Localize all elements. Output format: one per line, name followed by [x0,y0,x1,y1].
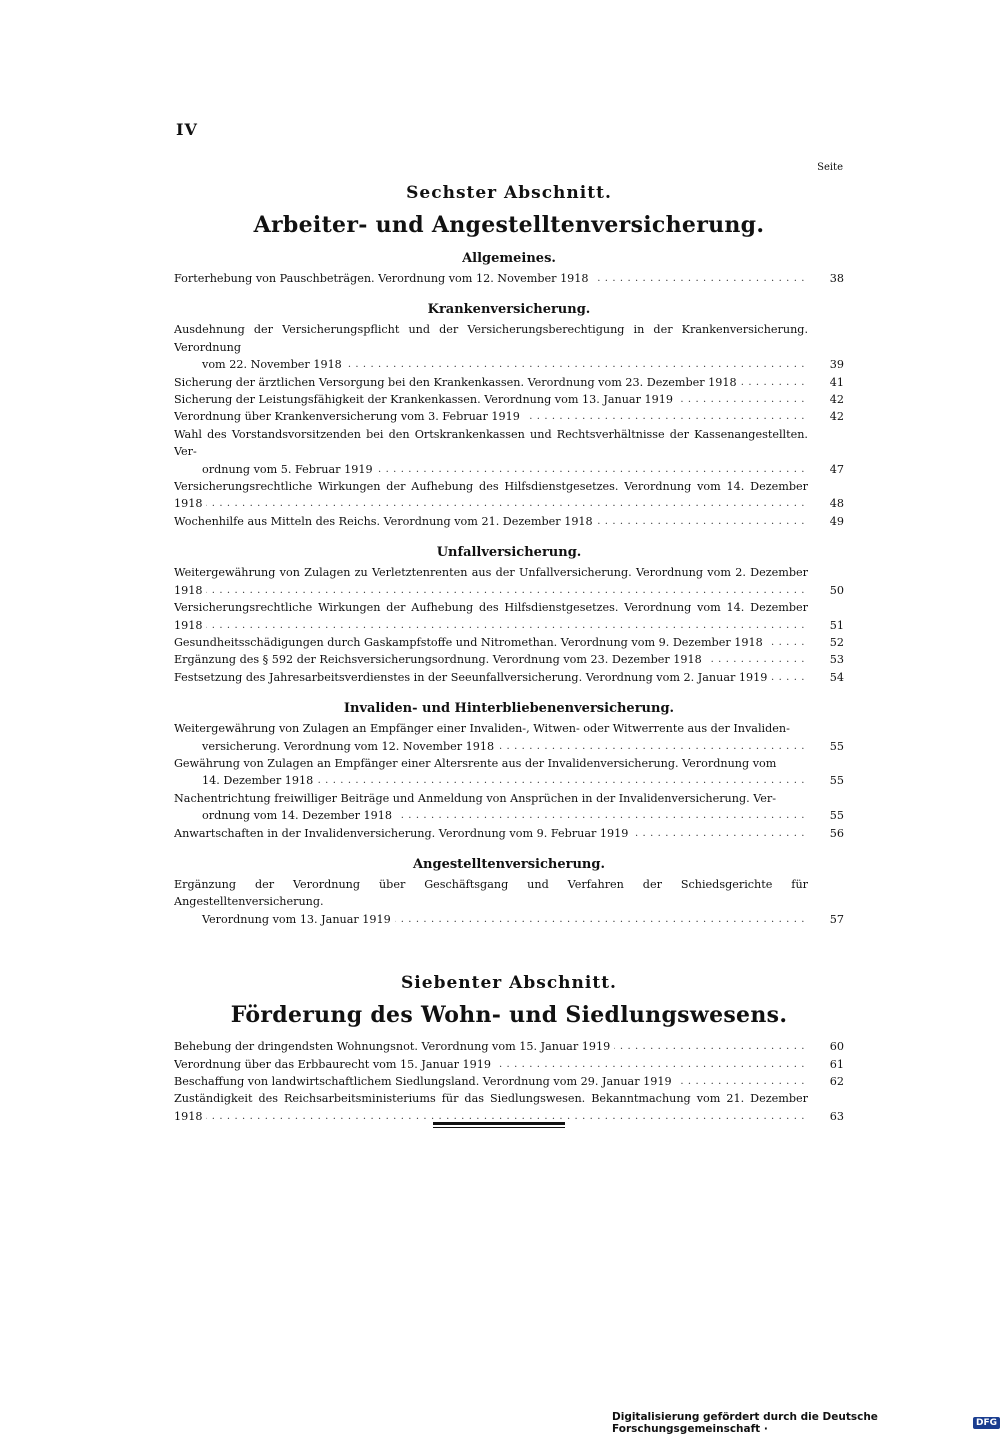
toc-entry-line: Anwartschaften in der Invalidenversicherung. Verordnung vom 9. Februar 1919 [174,827,632,840]
entry-list [174,321,844,530]
toc-entry [174,408,844,425]
toc-entry-page: 54 [808,669,844,686]
toc-entry-line: Sicherung der ärztlichen Versorgung bei den Krankenkassen. Verordnung vom 23. Dezember 1918 [174,376,741,389]
toc-entry-line: Beschaffung von landwirtschaftlichem Siedlungsland. Verordnung vom 29. Januar 1919 [174,1075,676,1088]
toc-entry-line: Verordnung über Krankenversicherung vom 3. Februar 1919 [174,410,524,423]
footer-text: Digitalisierung gefördert durch die Deutsche Forschungsgemeinschaft · [612,1411,878,1435]
toc-entry [174,634,844,651]
toc-entry-page: 55 [808,772,844,789]
toc-entry-page: 55 [808,738,844,755]
toc-entry-page: 38 [808,270,844,287]
toc-entry [174,270,844,287]
toc-entry [174,876,844,928]
toc-entry-page: 57 [808,911,844,928]
closing-rule [433,1122,565,1128]
toc-entry [174,513,844,530]
toc-entry-line: Zuständigkeit des Reichsarbeitsministeriums für das Siedlungswesen. Bekanntmachung vom 21. Dezember 1918 [174,1092,808,1123]
toc-entry [174,478,844,513]
toc-entry [174,374,844,391]
toc-entry-page: 47 [808,461,844,478]
toc-entry-line: Versicherungsrechtliche Wirkungen der Aufhebung des Hilfsdienstgesetzes. Verordnung vom 14. Dezember 1918 [174,601,808,632]
toc-entry-page: 42 [808,408,844,425]
toc-entry-text [174,374,808,391]
toc-entry-page: 41 [808,374,844,391]
toc-entry-page: 61 [808,1056,844,1073]
section-title: Förderung des Wohn- und Siedlungswesens. [230,1002,788,1029]
toc-entry-page: 60 [808,1038,844,1055]
toc-entry [174,564,844,599]
toc-entry-page: 48 [808,495,844,512]
toc-entry-page: 52 [808,634,844,651]
toc-entry-text [174,1038,808,1055]
toc-entry-page: 42 [808,391,844,408]
entry-list [174,720,844,842]
entry-list [174,270,844,287]
toc-entry-text [174,634,808,651]
column-label-seite: Seite [817,162,843,173]
toc-entry-text [174,408,808,425]
toc-entry-line: Weitergewährung von Zulagen an Empfänger einer Invaliden-, Witwen- oder Witwerrente aus der Invaliden- [174,722,794,735]
toc-entry-line: Gewährung von Zulagen an Empfänger einer Altersrente aus der Invalidenversicherung. Verordnung vom [174,757,780,770]
toc-entry-line: Wahl des Vorstandsvorsitzenden bei den Ortskrankenkassen und Rechtsverhältnisse der Kassenangestellten. Ver- [174,427,808,459]
toc-entry [174,790,844,825]
toc-entry-line: Versicherungsrechtliche Wirkungen der Aufhebung des Hilfsdienstgesetzes. Verordnung vom 14. Dezember 1918 [174,480,808,511]
toc-entry [174,321,844,373]
toc-entry-text [174,825,808,842]
toc-entry-continuation: versicherung. Verordnung vom 12. November 1918 [174,738,498,755]
toc-entry-continuation: vom 22. November 1918 [174,356,346,373]
toc-entry-line: Weitergewährung von Zulagen zu Verletztenrenten aus der Unfallversicherung. Verordnung vom 2. Dezember 1918 [174,566,808,597]
section-title: Arbeiter- und Angestelltenversicherung. [253,212,765,238]
toc-entry-page: 63 [808,1108,844,1125]
toc-entry-text [174,651,808,668]
toc-entry-text [174,755,808,790]
toc-entry-page: 53 [808,651,844,668]
subsection-heading: Allgemeines. [462,251,556,266]
section-kicker: Siebenter Abschnitt. [401,973,617,994]
section-gap [174,940,844,970]
toc-entry-text [174,513,808,530]
toc-entry-line: Ausdehnung der Versicherungspflicht und der Versicherungsberechtigung in der Krankenversicherung. Verordnung [174,323,808,354]
subsection-heading: Krankenversicherung. [427,302,591,318]
toc-entry-text [174,321,808,373]
toc-entry-line: Wochenhilfe aus Mitteln des Reichs. Verordnung vom 21. Dezember 1918 [174,515,597,528]
page-number: IV [176,120,198,139]
toc-entry-continuation: 14. Dezember 1918 [174,772,317,789]
toc-entry-text [174,876,808,928]
toc-entry-line: Forterhebung von Pauschbeträgen. Verordnung vom 12. November 1918 [174,272,593,285]
toc-entry-text [174,1073,808,1090]
toc-entry-page: 39 [808,356,844,373]
toc-entry-line: Sicherung der Leistungsfähigkeit der Krankenkassen. Verordnung vom 13. Januar 1919 [174,393,677,406]
toc-entry [174,1056,844,1073]
section-kicker: Sechster Abschnitt. [406,183,612,203]
toc-entry [174,755,844,790]
toc-entry-text [174,270,808,287]
toc-entry [174,669,844,686]
toc-entry [174,825,844,842]
toc-entry-text [174,1056,808,1073]
toc-entry [174,426,844,478]
entry-list [174,1038,844,1125]
toc-entry-line: Nachentrichtung freiwilliger Beiträge und Anmeldung von Ansprüchen in der Invalidenversicherung. Ver- [174,792,780,805]
toc-entry-text [174,391,808,408]
toc-entry-page: 56 [808,825,844,842]
toc-entry-text [174,426,808,478]
toc-entry-text [174,599,808,634]
toc-entry [174,1090,844,1125]
toc-entry-text [174,1090,808,1125]
toc-entry [174,1073,844,1090]
toc-entry-line: Ergänzung des § 592 der Reichsversicherungsordnung. Verordnung vom 23. Dezember 1918 [174,653,706,666]
toc-entry-text [174,564,808,599]
toc-entry-page: 62 [808,1073,844,1090]
toc-entry-text [174,720,808,755]
toc-entry-line: Festsetzung des Jahresarbeitsverdienstes in der Seeunfallversicherung. Verordnung vom 2. Januar 1919 [174,671,771,684]
dfg-logo-icon: DFG [973,1417,1000,1429]
toc-entry [174,391,844,408]
subsection-heading: Invaliden- und Hinterbliebenenversicherung. [343,701,675,717]
toc-entry-page: 51 [808,617,844,634]
table-of-contents [174,180,844,1137]
toc-entry-continuation: ordnung vom 5. Februar 1919 [174,461,377,478]
toc-entry-page: 49 [808,513,844,530]
toc-entry [174,720,844,755]
subsection-heading: Angestelltenversicherung. [412,856,606,872]
toc-entry-page: 55 [808,807,844,824]
footer [612,1411,1000,1435]
toc-entry-continuation: ordnung vom 14. Dezember 1918 [174,807,396,824]
toc-entry [174,1038,844,1055]
entry-list [174,876,844,928]
toc-entry-text [174,669,808,686]
subsection-heading: Unfallversicherung. [436,545,582,561]
toc-entry [174,599,844,634]
toc-entry-page: 50 [808,582,844,599]
toc-entry-text [174,478,808,513]
toc-entry-line: Ergänzung der Verordnung über Geschäftsgang und Verfahren der Schiedsgerichte für Angestelltenversicherung. [174,877,808,909]
toc-entry-line: Gesundheitsschädigungen durch Gaskampfstoffe und Nitromethan. Verordnung vom 9. Dezember 1918 [174,636,767,649]
entry-list [174,564,844,686]
toc-entry-text [174,790,808,825]
toc-entry-line: Behebung der dringendsten Wohnungsnot. Verordnung vom 15. Januar 1919 [174,1040,614,1053]
toc-entry [174,651,844,668]
toc-entry-continuation: Verordnung vom 13. Januar 1919 [174,911,395,928]
toc-entry-line: Verordnung über das Erbbaurecht vom 15. Januar 1919 [174,1058,495,1071]
